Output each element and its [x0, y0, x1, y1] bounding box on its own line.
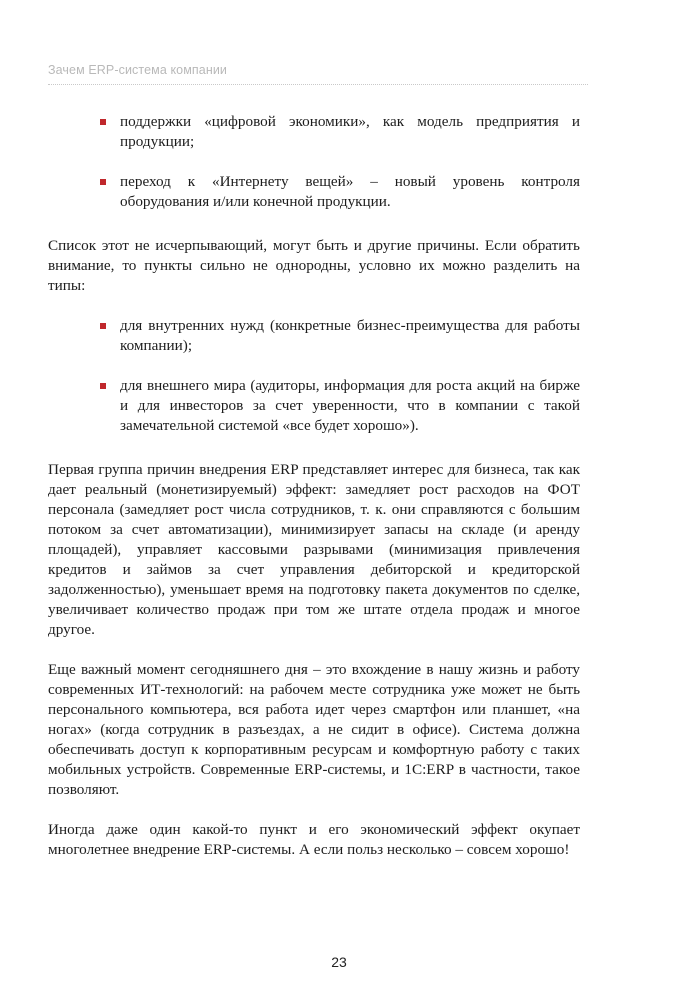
header-rule: [48, 84, 588, 85]
paragraph: Еще важный момент сегодняшнего дня – это вхождение в нашу жизнь и работу современных ИТ-технологий: на рабочем месте сотрудника уже может не быть персонального компьютера, вся работа идет через смартфон или планшет, «на ногах» (когда сотрудник в разъездах, а не сидит в офисе). Система должна обеспечивать доступ к корпоративным ресурсам и комфортную работу с таких мобильных устройств. Современные ERP-системы, и 1С:ERP в частности, такое позволяют.: [48, 661, 580, 798]
list-item-text: поддержки «цифровой экономики», как модель предприятия и продукции;: [120, 113, 580, 150]
paragraph: Иногда даже один какой-то пункт и его экономический эффект окупает многолетнее внедрение ERP-системы. А если польз несколько – совсем хорошо!: [48, 821, 580, 858]
list-item-text: для внутренних нужд (конкретные бизнес-преимущества для работы компании);: [120, 317, 580, 354]
square-bullet-icon: [100, 383, 106, 389]
page-body: [48, 112, 580, 860]
bullet-list-2: [48, 316, 580, 436]
paragraph: Список этот не исчерпывающий, могут быть и другие причины. Если обратить внимание, то пункты сильно не однородны, условно их можно разделить на типы:: [48, 237, 580, 294]
square-bullet-icon: [100, 179, 106, 185]
list-item: [100, 376, 580, 436]
bullet-list-1: [48, 112, 580, 212]
page-number: 23: [331, 954, 347, 970]
list-item-text: для внешнего мира (аудиторы, информация для роста акций на бирже и для инвесторов за счет уверенности, что в компании с такой замечательной системой «все будет хорошо»).: [120, 377, 580, 434]
running-header: Зачем ERP-система компании: [48, 63, 228, 77]
list-item: [100, 172, 580, 212]
list-item: [100, 316, 580, 356]
square-bullet-icon: [100, 323, 106, 329]
square-bullet-icon: [100, 119, 106, 125]
list-item-text: переход к «Интернету вещей» – новый уровень контроля оборудования и/или конечной продукции.: [120, 173, 580, 210]
paragraph: Первая группа причин внедрения ERP представляет интерес для бизнеса, так как дает реальный (монетизируемый) эффект: замедляет рост расходов на ФОТ персонала (замедляет рост числа сотрудников, т. к. они справляются с большим потоком за счет автоматизации), минимизирует запасы на складе (и аренду площадей), управляет кассовыми разрывами (минимизация привлечения кредитов и займов за счет управления дебиторской и кредиторской задолженностью), уменьшает время на подготовку пакета документов по сделке, увеличивает количество продаж при том же штате отдела продаж и многое другое.: [48, 461, 580, 638]
list-item: [100, 112, 580, 152]
